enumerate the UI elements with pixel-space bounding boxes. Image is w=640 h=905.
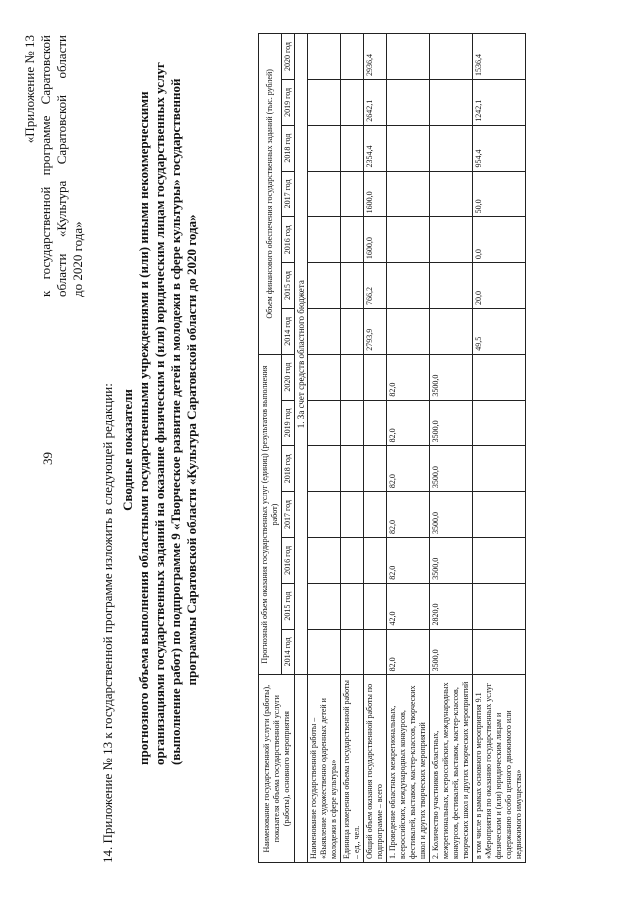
table-row [430,34,473,863]
year-header-finance: 2020 год [282,34,295,80]
volume-cell [341,492,364,538]
title-line-3: организациями государственных заданий на оказание физическим и (или) юридическим лицам государственных услуг [152,62,167,765]
finance-cell [430,263,473,309]
finance-cell: 2793,9 [364,308,387,354]
finance-cell [341,217,364,263]
finance-cell [387,308,430,354]
title-line-4: (выполнение работ) по подпрограмме 9 «Творческое развитие детей и молодежи в сфере культуры» государственной [168,78,183,765]
finance-cell [341,79,364,125]
volume-cell [364,400,387,446]
finance-cell [430,171,473,217]
finance-cell [430,79,473,125]
finance-cell: 2642,1 [364,79,387,125]
year-header-volume: 2017 год [282,492,295,538]
finance-cell [341,171,364,217]
finance-cell [341,308,364,354]
volume-cell: 82,0 [387,492,430,538]
finance-cell [430,34,473,80]
table-row [473,34,526,863]
appendix-reference [22,35,86,297]
row-name: 2. Количество участников областных, межрегиональных, всероссийских, международных конкурсов, фестивалей, выставок, мастер-классов, творческих школ и других творческих мероприятий [430,675,473,863]
finance-cell [430,217,473,263]
volume-cell [308,629,341,675]
volume-cell [341,629,364,675]
appendix-line-2: к государственной программе Саратовской [38,35,53,297]
year-header-volume: 2016 год [282,537,295,583]
volume-cell: 42,0 [387,583,430,629]
finance-cell [308,263,341,309]
volume-cell [473,537,526,583]
document-title [120,62,200,765]
finance-cell [341,34,364,80]
header-name: Наименование государственной услуги (работы), показателя объема государственной услуги (работы), основного мероприятия [259,675,295,863]
volume-cell: 82,0 [387,400,430,446]
year-header-finance: 2015 год [282,263,295,309]
finance-cell: 766,2 [364,263,387,309]
volume-cell [364,583,387,629]
appendix-line-4: до 2020 года» [70,221,85,297]
page-number: 39 [40,452,55,465]
finance-cell: 49,5 [473,308,526,354]
volume-cell [308,583,341,629]
volume-cell [364,446,387,492]
finance-cell [308,125,341,171]
appendix-line-1: «Приложение № 13 [22,35,37,144]
finance-cell [430,125,473,171]
volume-cell [364,354,387,400]
finance-cell [341,125,364,171]
volume-cell: 2820,0 [430,583,473,629]
volume-cell [308,492,341,538]
volume-cell [364,629,387,675]
volume-cell: 82,0 [387,354,430,400]
volume-cell: 82,0 [387,629,430,675]
volume-cell [341,583,364,629]
appendix-line-3: области «Культура Саратовской области [54,35,69,297]
volume-cell [308,400,341,446]
finance-cell: 2936,4 [364,34,387,80]
year-header-volume: 2014 год [282,629,295,675]
volume-cell: 3500,0 [430,629,473,675]
title-line-1: Сводные показатели [120,389,135,511]
table-header-row [259,34,282,863]
volume-cell [473,400,526,446]
row-name: 1. Проведение областных межрегиональных, всероссийских, международных конкурсов, фестивалей, выставок, мастер-классов, творческих школ и других творческих мероприятий [387,675,430,863]
section-title: 1. За счет средств областного бюджета [295,34,308,675]
year-header-volume: 2019 год [282,400,295,446]
volume-cell [364,492,387,538]
volume-cell [473,446,526,492]
volume-cell: 82,0 [387,446,430,492]
volume-cell: 3500,0 [430,354,473,400]
volume-cell [308,354,341,400]
volume-cell [473,583,526,629]
volume-cell: 3500,0 [430,537,473,583]
year-header-finance: 2014 год [282,308,295,354]
finance-cell [387,34,430,80]
volume-cell: 3500,0 [430,446,473,492]
amendment-intro: 14. Приложение № 13 к государственной программе изложить в следующей редакции: [100,383,115,863]
header-volume: Прогнозный объем оказания государственных услуг (единиц) (результатов выполнения работ) [259,354,282,675]
finance-cell [308,171,341,217]
volume-cell [473,354,526,400]
volume-cell [308,537,341,583]
finance-cell [308,217,341,263]
volume-cell [341,537,364,583]
year-header-finance: 2019 год [282,79,295,125]
finance-cell [430,308,473,354]
section-row [295,34,308,863]
finance-cell: 50,0 [473,171,526,217]
finance-cell [387,217,430,263]
year-header-volume: 2020 год [282,354,295,400]
table-row [364,34,387,863]
volume-cell [473,629,526,675]
section-spacer [295,675,308,863]
volume-cell [473,492,526,538]
volume-cell: 3500,0 [430,492,473,538]
volume-cell [341,400,364,446]
title-line-2: прогнозного объема выполнения областными государственными учреждениями и (или) иными некоммерческими [136,91,151,765]
year-header-finance: 2018 год [282,125,295,171]
volume-cell: 3500,0 [430,400,473,446]
title-line-5: программы Саратовской области «Культура Саратовской области до 2020 года» [184,214,199,686]
finance-cell [387,263,430,309]
volume-cell [364,537,387,583]
finance-cell [308,308,341,354]
finance-cell: 1536,4 [473,34,526,80]
volume-cell [308,446,341,492]
row-name: в том числе в рамках основного мероприятия 9.1 «Мероприятия по оказанию государственных услуг физическим и (или) юридическим лицам и содержанию особо ценного движимого или недвижимого имущества» [473,675,526,863]
table-row [341,34,364,863]
header-finance: Объем финансового обеспечения государственных заданий (тыс. рублей) [259,34,282,355]
finance-cell: 2354,4 [364,125,387,171]
year-header-finance: 2016 год [282,217,295,263]
finance-cell [308,79,341,125]
finance-cell [387,125,430,171]
finance-cell: 1600,0 [364,171,387,217]
indicators-table [258,33,526,863]
table-row [308,34,341,863]
finance-cell: 1600,0 [364,217,387,263]
finance-cell [308,34,341,80]
finance-cell [387,79,430,125]
finance-cell: 0,0 [473,217,526,263]
row-name: Общий объем оказания государственной работы по подпрограмме – всего [364,675,387,863]
year-header-volume: 2015 год [282,583,295,629]
finance-cell [341,263,364,309]
finance-cell: 954,4 [473,125,526,171]
finance-cell [387,171,430,217]
table-row [387,34,430,863]
volume-cell [341,446,364,492]
finance-cell: 1242,1 [473,79,526,125]
volume-cell [341,354,364,400]
row-name: Наименование государственной работы – «Выявление художественно одаренных детей и молодежи в сфере культуры» [308,675,341,863]
volume-cell: 82,0 [387,537,430,583]
year-header-finance: 2017 год [282,171,295,217]
row-name: Единица измерения объема государственной работы – ед., чел. [341,675,364,863]
finance-cell: 20,0 [473,263,526,309]
year-header-volume: 2018 год [282,446,295,492]
